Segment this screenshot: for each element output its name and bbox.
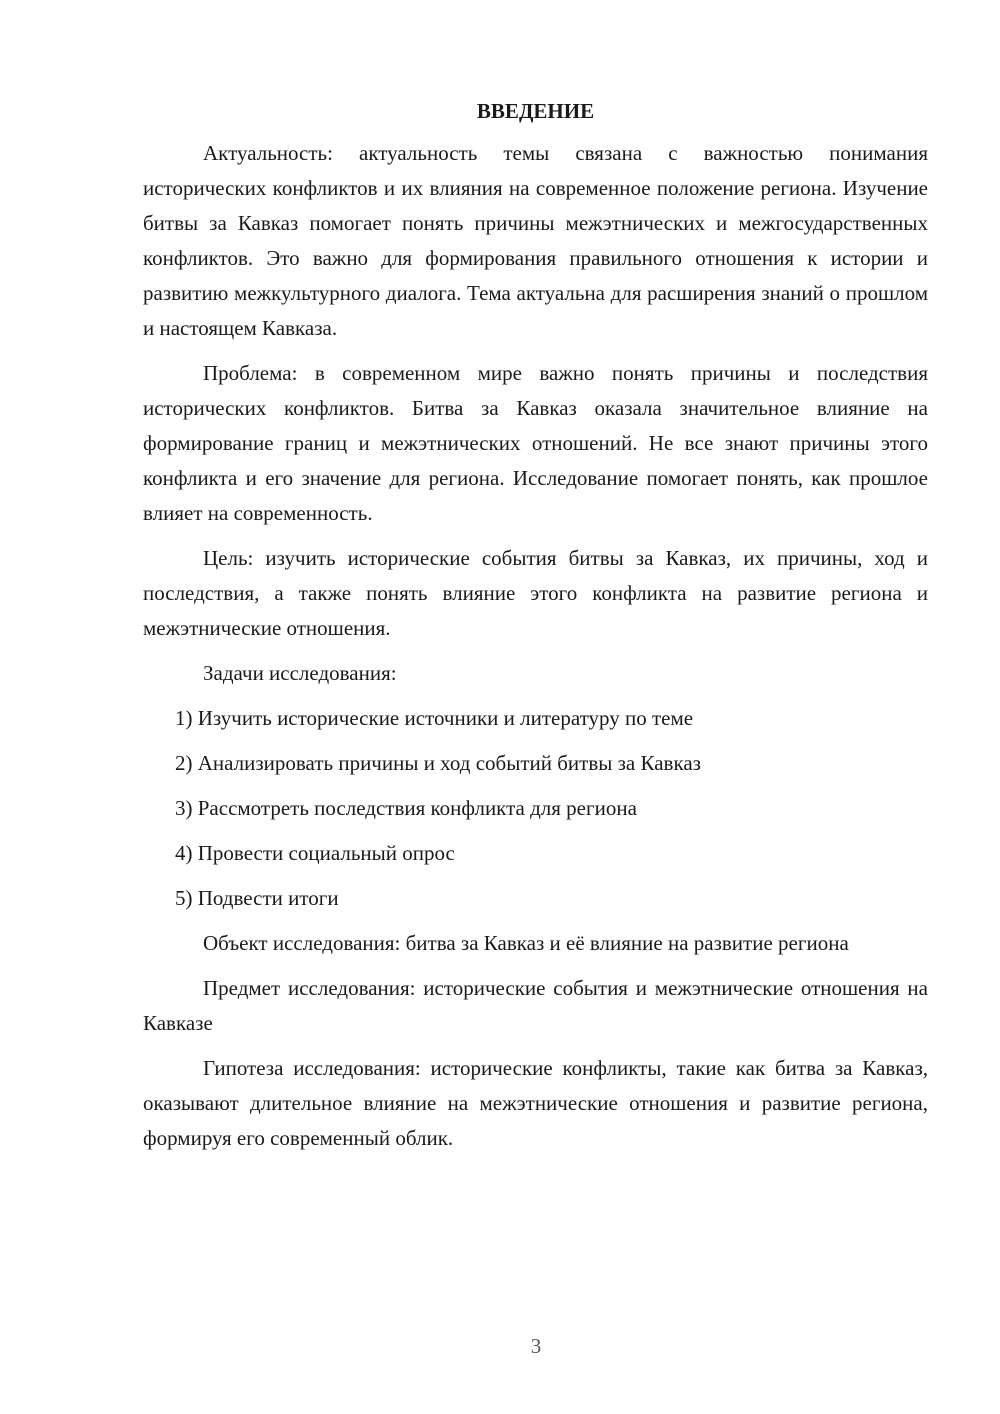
list-item: 5) Подвести итоги (175, 886, 339, 910)
list-item: 2) Анализировать причины и ход событий битвы за Кавказ (175, 751, 701, 775)
hypothesis-paragraph: Гипотеза исследования: исторические конфликты, такие как битва за Кавказ, оказывают длительное влияние на межэтнические отношения и развитие региона, формируя его современный облик. (143, 1056, 928, 1150)
goal-paragraph: Цель: изучить исторические события битвы за Кавказ, их причины, ход и последствия, а также понять влияние этого конфликта на развитие региона и межэтнические отношения. (143, 546, 928, 640)
object-paragraph: Объект исследования: битва за Кавказ и её влияние на развитие региона (203, 931, 849, 955)
page-number: 3 (530, 1334, 542, 1358)
tasks-heading: Задачи исследования: (203, 661, 397, 685)
page-title: ВВЕДЕНИЕ (476, 99, 595, 123)
subject-paragraph: Предмет исследования: исторические события и межэтнические отношения на Кавказе (143, 976, 928, 1035)
list-item: 4) Провести социальный опрос (175, 841, 455, 865)
relevance-paragraph: Актуальность: актуальность темы связана с важностью понимания исторических конфликтов и их влияния на современное положение региона. Изучение битвы за Кавказ помогает понять причины межэтнических и межгосударственных конфликтов. Это важно для формирования правильного отношения к истории и развитию межкультурного диалога. Тема актуальна для расширения знаний о прошлом и настоящем Кавказа. (143, 141, 928, 340)
list-item: 1) Изучить исторические источники и литературу по теме (175, 706, 694, 730)
document-page (143, 96, 928, 1166)
tasks-list (143, 701, 928, 916)
problem-paragraph: Проблема: в современном мире важно понять причины и последствия исторических конфликтов. Битва за Кавказ оказала значительное влияние на формирование границ и межэтнических отношений. Не все знают причины этого конфликта и его значение для региона. Исследование помогает понять, как прошлое влияет на современность. (143, 361, 928, 525)
list-item: 3) Рассмотреть последствия конфликта для региона (175, 796, 637, 820)
